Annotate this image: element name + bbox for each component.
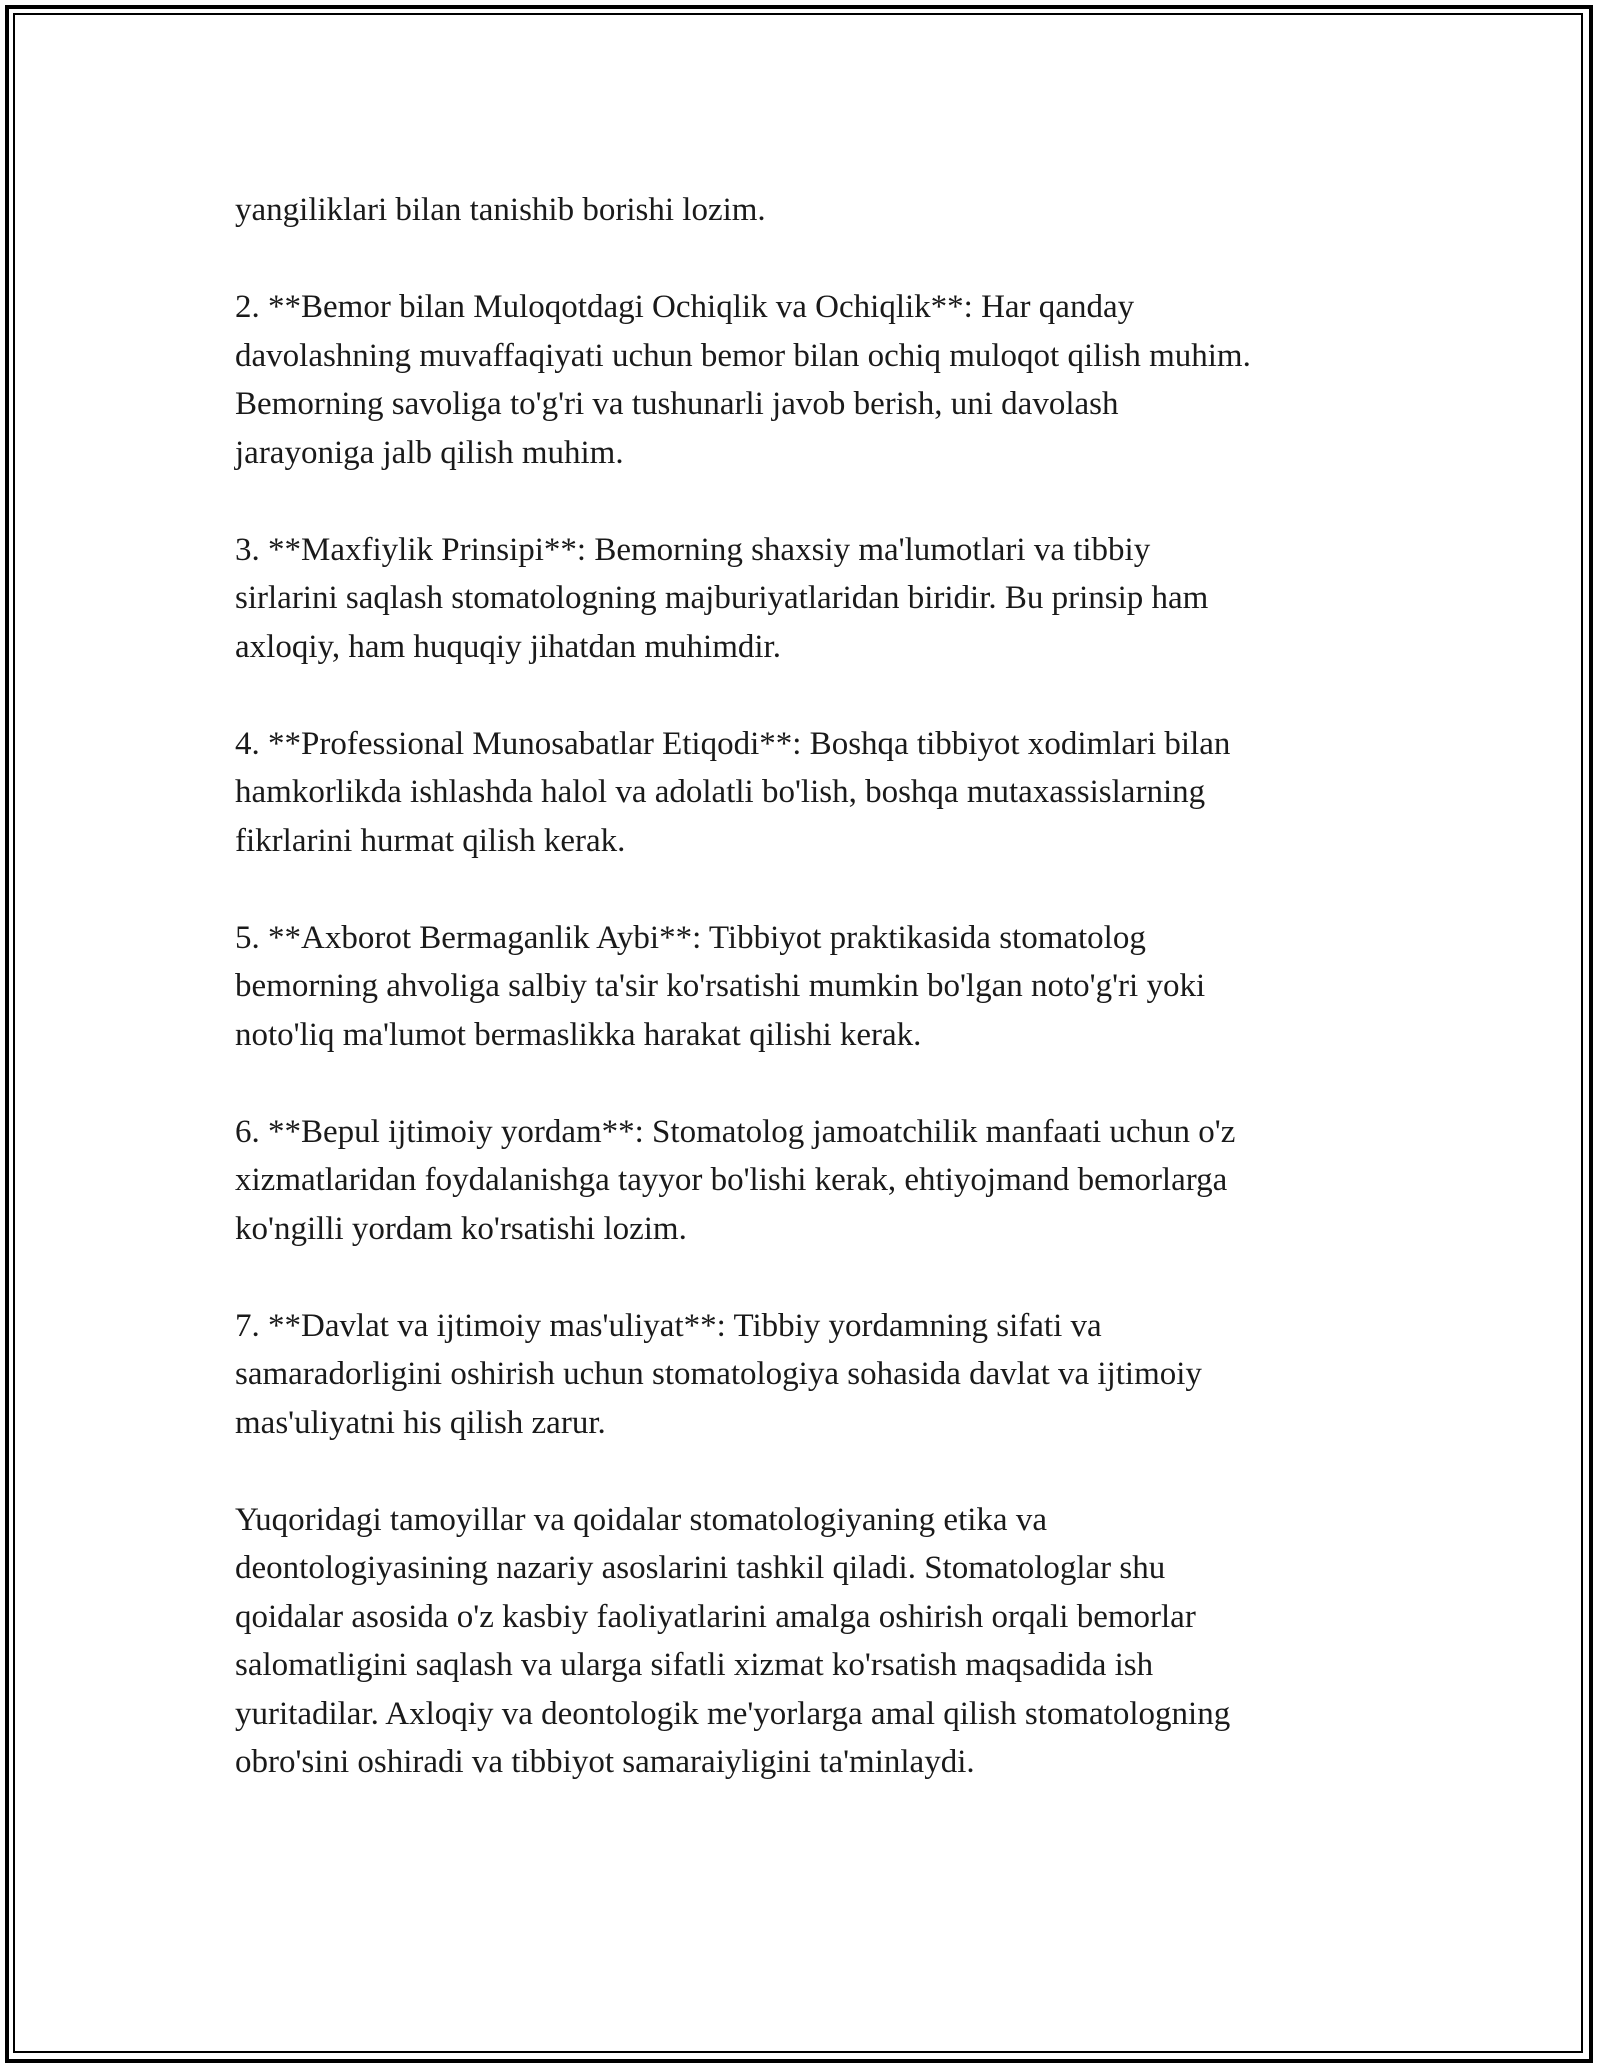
paragraph-item-5: 5. **Axborot Bermaganlik Aybi**: Tibbiyot praktikasida stomatolog bemorning ahvoliga salbiy ta'sir ko'rsatishi mumkin bo'lgan noto'g'ri yoki noto'liq ma'lumot bermaslikka harakat qilishi kerak. (235, 919, 1206, 1053)
paragraph-item-3: 3. **Maxfiylik Prinsipi**: Bemorning shaxsiy ma'lumotlari va tibbiy sirlarini saqlash stomatologning majburiyatlaridan biridir. Bu prinsip ham axloqiy, ham huquqiy jihatdan muhimdir. (235, 531, 1209, 665)
paragraph-item-7: 7. **Davlat va ijtimoiy mas'uliyat**: Tibbiy yordamning sifati va samaradorligini oshirish uchun stomatologiya sohasida davlat va ijtimoiy mas'uliyatni his qilish zarur. (235, 1307, 1202, 1441)
paragraph-continuation: yangiliklari bilan tanishib borishi lozim. (235, 192, 766, 228)
paragraph-conclusion: Yuqoridagi tamoyillar va qoidalar stomatologiyaning etika va deontologiyasining nazariy asoslarini tashkil qiladi. Stomatologlar shu qoidalar asosida o'z kasbiy faoliyatlarini amalga oshirish orqali bemorlar salomatligini saqlash va ularga sifatli xizmat ko'rsatish maqsadida ish yuritadilar. Axloqiy va deontologik me'yorlarga amal qilish stomatologning obro'sini oshiradi va tibbiyot samaraiyligini ta'minlaydi. (235, 1501, 1231, 1780)
document-body (235, 186, 1415, 1835)
paragraph-item-2: 2. **Bemor bilan Muloqotdagi Ochiqlik va Ochiqlik**: Har qanday davolashning muvaffaqiyati uchun bemor bilan ochiq muloqot qilish muhim. Bemorning savoliga to'g'ri va tushunarli javob berish, uni davolash jarayoniga jalb qilish muhim. (235, 289, 1251, 471)
paragraph-item-4: 4. **Professional Munosabatlar Etiqodi**: Boshqa tibbiyot xodimlari bilan hamkorlikda ishlashda halol va adolatli bo'lish, boshqa mutaxassislarning fikrlarini hurmat qilish kerak. (235, 725, 1231, 859)
paragraph-item-6: 6. **Bepul ijtimoiy yordam**: Stomatolog jamoatchilik manfaati uchun o'z xizmatlaridan foydalanishga tayyor bo'lishi kerak, ehtiyojmand bemorlarga ko'ngilli yordam ko'rsatishi lozim. (235, 1113, 1236, 1247)
